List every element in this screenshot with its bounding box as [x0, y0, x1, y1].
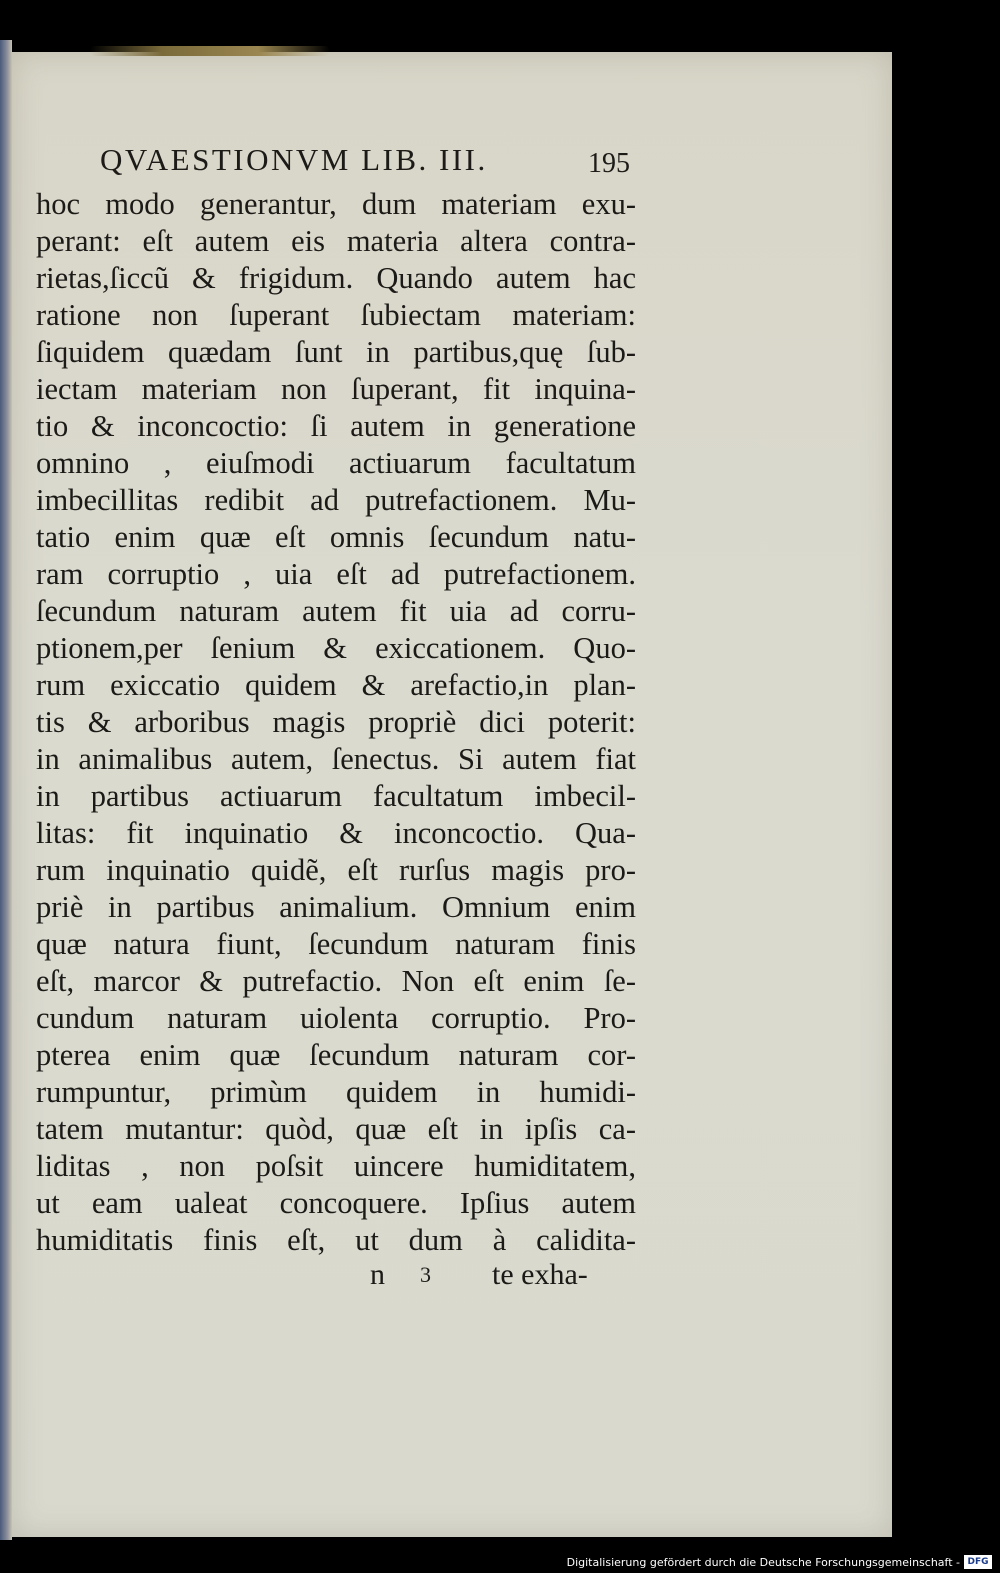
text-line: rum inquinatio quidẽ, eſt rurſus magis pro-	[36, 853, 636, 887]
text-line: pterea enim quæ ſecundum naturam cor-	[36, 1038, 636, 1072]
text-line: priè in partibus animalium. Omnium enim	[36, 890, 636, 924]
text-line: tatio enim quæ eſt omnis ſecundum natu-	[36, 520, 636, 554]
text-line: hoc modo generantur, dum materiam exu-	[36, 187, 636, 221]
book-edge	[0, 40, 12, 1540]
text-line: quæ natura fiunt, ſecundum naturam finis	[36, 927, 636, 961]
text-line: rumpuntur, primùm quidem in humidi-	[36, 1075, 636, 1109]
text-line: ſecundum naturam autem fit uia ad corru-	[36, 594, 636, 628]
page-number: 195	[588, 148, 630, 179]
running-head-title: QVAESTIONVM LIB. III.	[100, 142, 488, 177]
text-line: ratione non ſuperant ſubiectam materiam:	[36, 298, 636, 332]
text-line: eſt, marcor & putrefactio. Non eſt enim ſe-	[36, 964, 636, 998]
dfg-logo: DFG	[964, 1555, 992, 1569]
signature-number: 3	[420, 1262, 431, 1287]
text-line: rietas,ſiccũ & frigidum. Quando autem hac	[36, 261, 636, 295]
text-line: ptionem,per ſenium & exiccationem. Quo-	[36, 631, 636, 665]
text-line: tio & inconcoctio: ſi autem in generatione	[36, 409, 636, 443]
text-line: liditas , non poſsit uincere humiditatem,	[36, 1149, 636, 1183]
footer-bar	[0, 1551, 1000, 1573]
text-line: iectam materiam non ſuperant, fit inquina-	[36, 372, 636, 406]
text-line: in animalibus autem, ſenectus. Si autem fiat	[36, 742, 636, 776]
text-line: humiditatis finis eſt, ut dum à calidita-	[36, 1223, 636, 1257]
text-line: perant: eſt autem eis materia altera contra-	[36, 224, 636, 258]
body-text	[36, 186, 636, 1259]
page-stain	[90, 46, 330, 56]
signature-mark: n	[370, 1258, 385, 1291]
text-line: litas: fit inquinatio & inconcoctio. Qua-	[36, 816, 636, 850]
text-line: in partibus actiuarum facultatum imbecil-	[36, 779, 636, 813]
footer-credit: Digitalisierung gefördert durch die Deutsche Forschungsgemeinschaft -	[566, 1556, 960, 1569]
running-head	[100, 138, 640, 186]
text-line: cundum naturam uiolenta corruptio. Pro-	[36, 1001, 636, 1035]
text-line: ram corruptio , uia eſt ad putrefactionem.	[36, 557, 636, 591]
text-line: ut eam ualeat concoquere. Ipſius autem	[36, 1186, 636, 1220]
text-line: tatem mutantur: quòd, quæ eſt in ipſis ca-	[36, 1112, 636, 1146]
text-line: rum exiccatio quidem & arefactio,in plan-	[36, 668, 636, 702]
text-line: omnino , eiuſmodi actiuarum facultatum	[36, 446, 636, 480]
text-line: imbecillitas redibit ad putrefactionem. Mu-	[36, 483, 636, 517]
text-line: ſiquidem quædam ſunt in partibus,quę ſub-	[36, 335, 636, 369]
catchword: te exha-	[492, 1258, 588, 1291]
text-line: tis & arboribus magis propriè dici poterit:	[36, 705, 636, 739]
